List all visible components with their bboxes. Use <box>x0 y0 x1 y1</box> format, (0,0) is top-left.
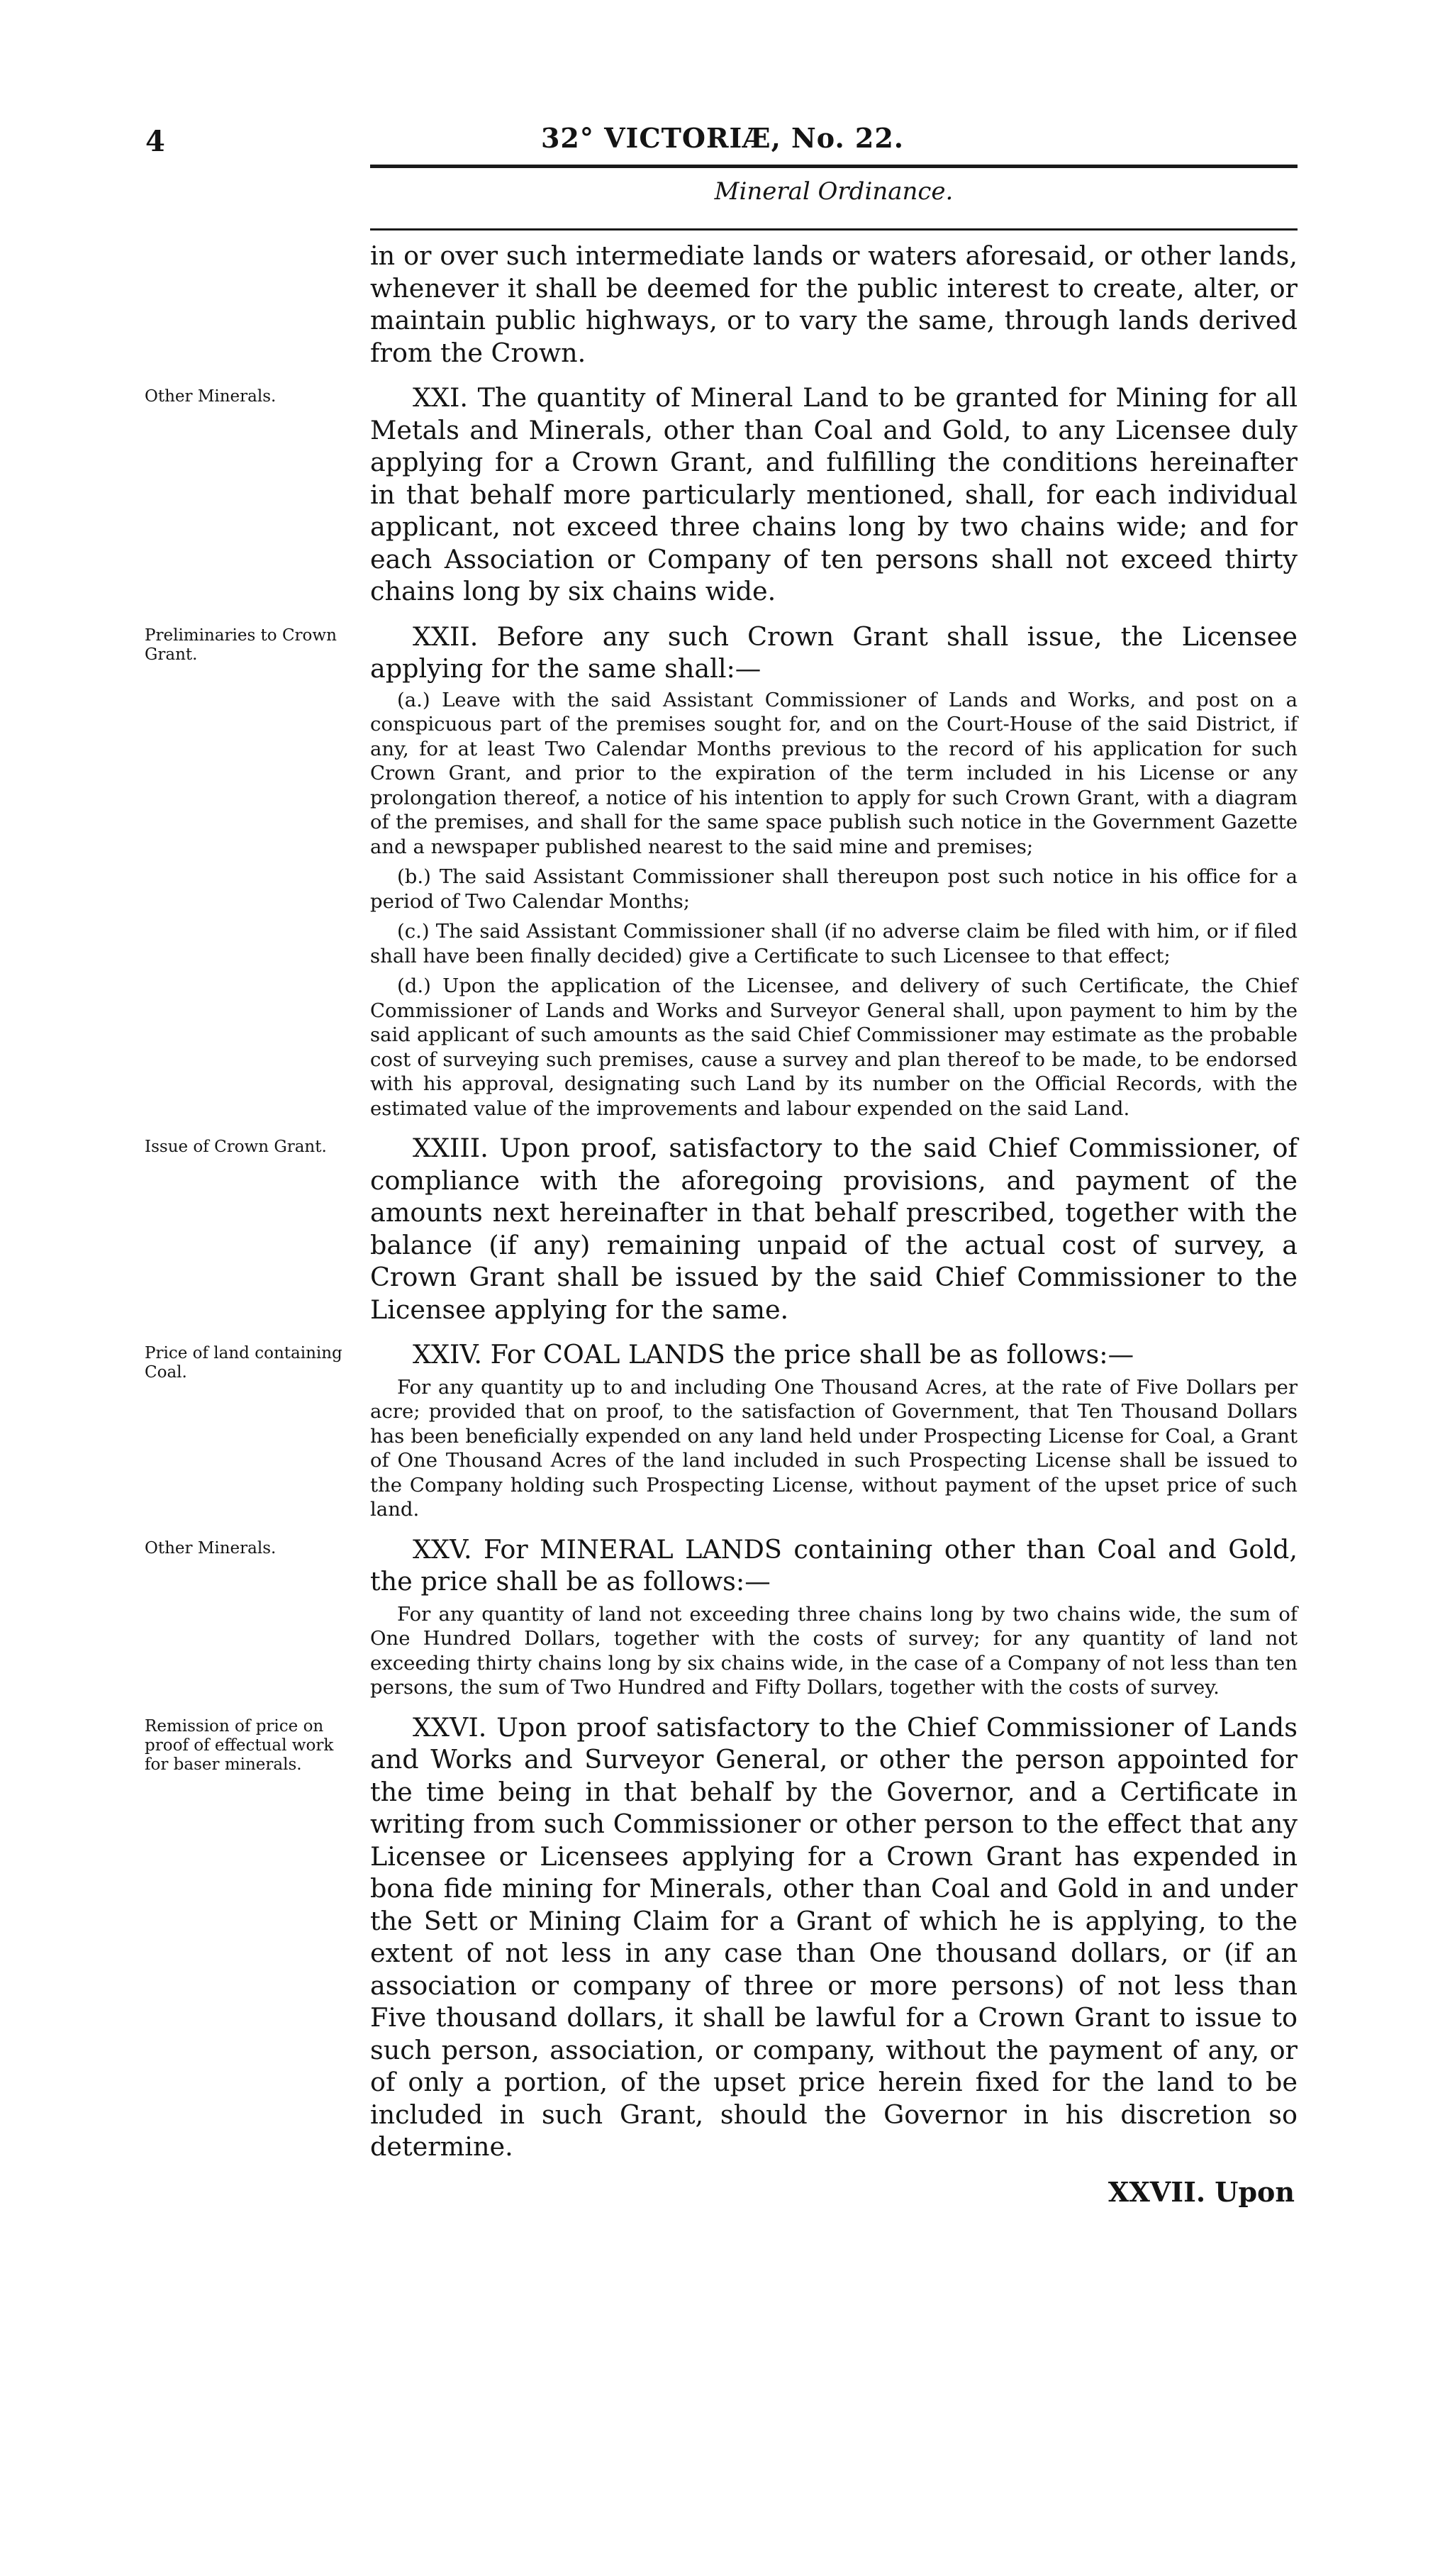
header-rule-top <box>370 165 1298 168</box>
continuation-paragraph: in or over such intermediate lands or waters aforesaid, or other lands, whenever it shall be deemed for the public interest to create, alter, or maintain public highways, or to vary the same, through lands derived from the Crown. <box>370 240 1298 368</box>
ordinance-subtitle: Mineral Ordinance. <box>714 177 954 206</box>
section-text: XXII. Before any such Crown Grant shall issue, the Licensee applying for the same shall:— <box>370 621 1298 684</box>
section-21 <box>145 382 1298 608</box>
margin-note: Remission of price on proof of effectual work for baser minerals. <box>145 1716 334 1774</box>
margin-note: Other Minerals. <box>145 1538 277 1558</box>
clause-b: (b.) The said Assistant Commissioner shall thereupon post such notice in his office for a period of Two Calendar Months; <box>370 865 1298 913</box>
section-22 <box>145 621 1298 1121</box>
catchword: XXVII. Upon <box>1108 2175 1295 2208</box>
section-26 <box>145 1711 1298 2163</box>
margin-note: Issue of Crown Grant. <box>145 1138 327 1156</box>
section-24 <box>145 1338 1298 1522</box>
margin-note: Price of land containing Coal. <box>145 1344 342 1382</box>
section-text: XXVI. Upon proof satisfactory to the Chief Commissioner of Lands and Works and Surveyor General, or other the person appointed for the time being in that behalf by the Governor, and a Certificate in writing from such Commissioner or other person to the effect that any Licensee or Licensees applying for a Crown Grant has expended in bona fide mining for Minerals, other than Coal and Gold in and under the Sett or Mining Claim for a Grant of which he is applying, to the extent of not less in any case than One thousand dollars, or (if an association or company of three or more persons) of not less than Five thousand dollars, it shall be lawful for a Crown Grant to issue to such person, association, or company, without the payment of any, or of only a portion, of the upset price herein fixed for the land to be included in such Grant, should the Governor in his discretion so determine. <box>370 1711 1298 2162</box>
header-rule-bottom <box>370 228 1298 231</box>
section-detail: For any quantity of land not exceeding three chains long by two chains wide, the sum of One Hundred Dollars, together with the costs of survey; for any quantity of land not exceeding thirty chains long by six chains wide, in the case of a Company of not less than ten persons, the sum of Two Hundred and Fifty Dollars, together with the costs of survey. <box>370 1602 1298 1699</box>
page-number: 4 <box>145 125 165 158</box>
margin-note: Other Minerals. <box>145 387 277 406</box>
margin-note: Preliminaries to Crown Grant. <box>145 626 337 664</box>
clause-c: (c.) The said Assistant Commissioner shall (if no adverse claim be filed with him, or if filed shall have been finally decided) give a Certificate to such Licensee to that effect; <box>370 920 1298 967</box>
section-text: XXI. The quantity of Mineral Land to be granted for Mining for all Metals and Minerals, other than Coal and Gold, to any Licensee duly applying for a Crown Grant, and fulfilling the conditions hereinafter in that behalf more particularly mentioned, shall, for each individual applicant, not exceed three chains long by two chains wide; and for each Association or Company of ten persons shall not exceed thirty chains long by six chains wide. <box>370 382 1298 606</box>
section-text: XXIV. For COAL LANDS the price shall be as follows:— <box>413 1339 1134 1370</box>
section-text: XXIII. Upon proof, satisfactory to the said Chief Commissioner, of compliance with the aforegoing provisions, and payment of the amounts next hereinafter in that behalf prescribed, together with the balance (if any) remaining unpaid of the actual cost of survey, a Crown Grant shall be issued by the said Chief Commissioner to the Licensee applying for the same. <box>370 1133 1298 1325</box>
section-25 <box>145 1533 1298 1700</box>
page-body <box>145 240 1298 2208</box>
clause-d: (d.) Upon the application of the Licensee, and delivery of such Certificate, the Chief Commissioner of Lands and Works and Surveyor General shall, upon payment to him by the said applicant of such amounts as the said Chief Commissioner may estimate as the probable cost of surveying such premises, cause a survey and plan thereof to be made, to be endorsed with his approval, designating such Land by its number on the Official Records, with the estimated value of the improvements and labour expended on the said Land. <box>370 975 1298 1120</box>
clause-a: (a.) Leave with the said Assistant Commissioner of Lands and Works, and post on a conspicuous part of the premises sought for, and on the Court-House of the said District, if any, for at least Two Calendar Months previous to the record of his application for such Crown Grant, and prior to the expiration of the term included in his License or any prolongation thereof, a notice of his intention to apply for such Crown Grant, with a diagram of the premises, and shall for the same space publish such notice in the Government Gazette and a newspaper published nearest to the said mine and premises; <box>370 688 1298 858</box>
section-23 <box>145 1132 1298 1326</box>
running-title: 32° VICTORIÆ, No. 22. <box>540 122 905 154</box>
section-detail: For any quantity up to and including One Thousand Acres, at the rate of Five Dollars per acre; provided that on proof, to the satisfaction of Government, that Ten Thousand Dollars has been beneficially expended on any land held under Prospecting License for Coal, a Grant of One Thousand Acres of the land included in such Prospecting License shall be issued to the Company holding such Prospecting License, without payment of the upset price of such land. <box>370 1375 1298 1521</box>
section-text: XXV. For MINERAL LANDS containing other than Coal and Gold, the price shall be as follows:— <box>370 1533 1298 1597</box>
